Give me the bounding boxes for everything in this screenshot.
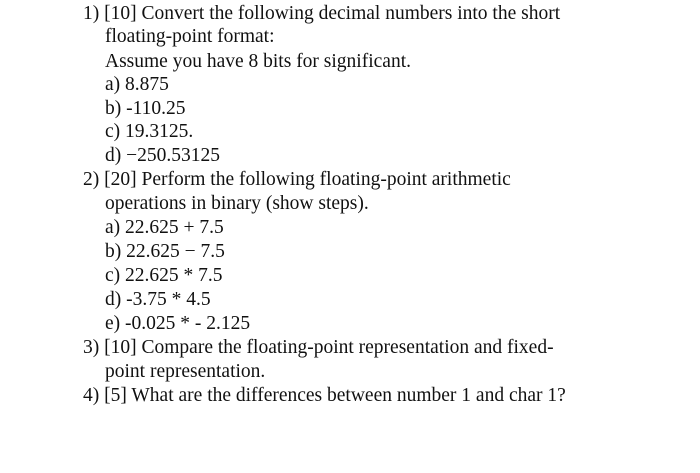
question-2-text: Perform the following floating-point arithmetic [141, 169, 511, 190]
question-1-item-b [105, 97, 186, 120]
question-1-item-a [105, 73, 169, 96]
item-label: b) [105, 98, 122, 119]
item-label: c) [105, 121, 121, 142]
question-1-text: Convert the following decimal numbers into the short [141, 3, 561, 24]
item-value: -0.025 * - 2.125 [125, 313, 251, 334]
item-value: -110.25 [126, 98, 186, 119]
question-2-line-1 [83, 168, 511, 191]
item-value: 8.875 [125, 74, 169, 95]
question-3-number: 3) [83, 337, 100, 358]
question-3-text: Compare the floating-point representation and fixed- [141, 337, 554, 358]
question-2-item-c [105, 264, 223, 287]
question-3-line-2: point representation. [105, 361, 266, 382]
question-2-points: [20] [104, 169, 137, 190]
item-label: d) [105, 289, 122, 310]
question-4-number: 4) [83, 385, 100, 406]
item-label: c) [105, 265, 121, 286]
question-1-line-3: Assume you have 8 bits for significant. [105, 51, 411, 72]
item-label: d) [105, 145, 122, 166]
item-value: −250.53125 [126, 145, 220, 166]
item-value: 22.625 + 7.5 [125, 217, 224, 238]
question-2-number: 2) [83, 169, 100, 190]
question-2-line-2: operations in binary (show steps). [105, 193, 369, 214]
question-3-points: [10] [104, 337, 137, 358]
item-value: 22.625 − 7.5 [126, 241, 225, 262]
question-4-line-1 [83, 384, 566, 407]
item-value: 19.3125. [125, 121, 194, 142]
question-1-number: 1) [83, 3, 100, 24]
item-value: -3.75 * 4.5 [126, 289, 211, 310]
question-2-item-d [105, 288, 211, 311]
item-label: a) [105, 74, 121, 95]
item-label: b) [105, 241, 122, 262]
question-4-points: [5] [104, 385, 127, 406]
item-label: a) [105, 217, 121, 238]
item-value: 22.625 * 7.5 [125, 265, 223, 286]
question-2-item-e [105, 312, 250, 335]
question-1-line-1 [83, 2, 560, 25]
question-1-item-d [105, 144, 220, 167]
question-1-item-c [105, 120, 193, 143]
question-1-line-2: floating-point format: [105, 26, 275, 47]
item-label: e) [105, 313, 121, 334]
question-3-line-1 [83, 336, 554, 359]
question-2-item-b [105, 240, 225, 263]
question-1-points: [10] [104, 3, 137, 24]
question-4-text: What are the differences between number 1 and char 1? [131, 385, 566, 406]
question-2-item-a [105, 216, 224, 239]
